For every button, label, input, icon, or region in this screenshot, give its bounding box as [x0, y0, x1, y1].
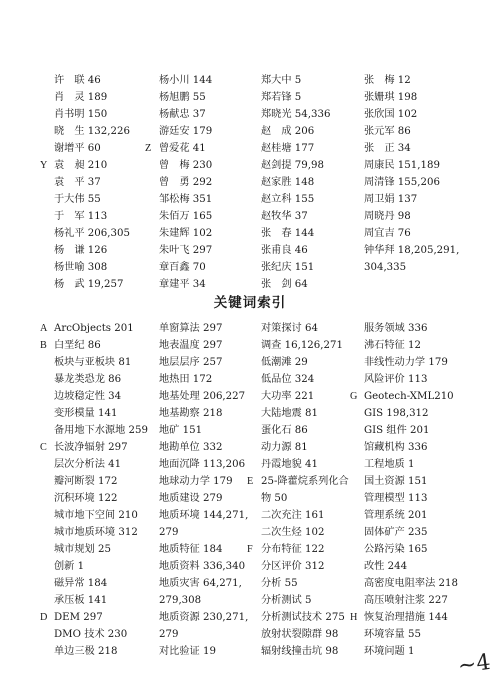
index-entry-text: 大陆地震 81 [261, 408, 318, 419]
index-entry-text: 279,308 [159, 595, 202, 606]
index-letter: F [247, 544, 253, 555]
index-entry-text: 对比验证 19 [159, 646, 216, 657]
index-entry-text: 低品位 324 [261, 374, 315, 385]
index-entry-text: 蛋化石 86 [261, 425, 308, 436]
index-entry-text: 曾爱花 41 [159, 143, 206, 154]
keyword-index [0, 320, 500, 660]
index-entry-text: 馆藏机构 336 [364, 442, 428, 453]
index-entry-text: 边坡稳定性 34 [54, 391, 122, 402]
index-letter: A [40, 323, 48, 334]
index-entry-text: 25-降藿烷系列化合 [261, 476, 349, 487]
index-entry-text: 单边三极 218 [54, 646, 118, 657]
index-entry-text: Geotech-XML210 [364, 391, 454, 402]
index-entry-text: 瓣河断裂 172 [54, 476, 118, 487]
index-entry-text: 279 [159, 527, 179, 538]
index-entry-text: 杨献忠 37 [159, 109, 206, 120]
index-entry-text: GIS 组件 201 [364, 425, 430, 436]
index-entry-text: 创新 1 [54, 561, 85, 572]
index-entry-text: 张元军 86 [364, 126, 411, 137]
index-entry-text: DMO 技术 230 [54, 629, 128, 640]
index-entry-text: GIS 198,312 [364, 408, 429, 419]
index-entry-text: 赵剑提 79,98 [261, 160, 324, 171]
index-letter: H [350, 612, 358, 623]
index-entry-text: 地面沉降 113,206 [159, 459, 246, 470]
index-entry-text: 张纪庆 151 [261, 262, 315, 273]
index-entry-text: 层次分析法 41 [54, 459, 122, 470]
index-entry-text: 郑大中 5 [261, 75, 302, 86]
index-entry-text: 章建平 34 [159, 279, 206, 290]
index-letter: Y [40, 160, 48, 171]
index-entry-text: 沸石特征 12 [364, 340, 421, 351]
index-entry-text: 周卫娟 137 [364, 194, 418, 205]
index-entry-text: 管理系统 201 [364, 510, 428, 521]
index-entry-text: 杨旭鹏 55 [159, 92, 206, 103]
index-entry-text: 环境问题 1 [364, 646, 415, 657]
index-entry-text: 磁异常 184 [54, 578, 108, 589]
index-letter: C [40, 442, 47, 453]
index-entry-text: 曾 勇 292 [159, 177, 213, 188]
index-entry-text: ArcObjects 201 [54, 323, 134, 334]
index-entry-text: 暴龙类恐龙 86 [54, 374, 122, 385]
name-index [0, 72, 500, 290]
index-entry-text: 张 正 34 [364, 143, 411, 154]
index-entry-text: 分析 55 [261, 578, 298, 589]
section-heading-keyword-index: 关键词索引 [213, 295, 287, 311]
index-entry-text: 对策探讨 64 [261, 323, 318, 334]
index-entry-text: 恢复治理措施 144 [364, 612, 448, 623]
index-entry-text: 单窗算法 297 [159, 323, 223, 334]
index-entry-text: 城市地下空间 210 [54, 510, 138, 521]
index-letter: D [40, 612, 48, 623]
index-entry-text: 地质资料 336,340 [159, 561, 246, 572]
index-letter: E [247, 476, 254, 487]
index-entry-text: 二次生烃 102 [261, 527, 325, 538]
index-entry-text: 张欣国 102 [364, 109, 418, 120]
index-entry-text: 分布特征 122 [261, 544, 325, 555]
index-entry-text: 钟华拜 18,205,291, [364, 245, 460, 256]
index-entry-text: 城市地质环境 312 [54, 527, 138, 538]
index-entry-text: 地质灾害 64,271, [159, 578, 242, 589]
index-entry-text: 地热田 172 [159, 374, 213, 385]
index-entry-text: 备用地下水源地 259 [54, 425, 148, 436]
index-entry-text: 风险评价 113 [364, 374, 428, 385]
index-entry-text: 朱叶飞 297 [159, 245, 213, 256]
index-entry-text: 谢增平 60 [54, 143, 101, 154]
index-entry-text: 杨 谦 126 [54, 245, 108, 256]
index-entry-text: 张甫良 46 [261, 245, 308, 256]
index-entry-text: 赵牧华 37 [261, 211, 308, 222]
index-entry-text: 物 50 [261, 493, 288, 504]
index-entry-text: 杨小川 144 [159, 75, 213, 86]
index-entry-text: 曾 梅 230 [159, 160, 213, 171]
index-entry-text: 地矿 151 [159, 425, 203, 436]
index-entry-text: 章百鑫 70 [159, 262, 206, 273]
index-entry-text: 杨礼平 206,305 [54, 228, 130, 239]
index-entry-text: 赵家胜 148 [261, 177, 315, 188]
index-entry-text: 张 梅 12 [364, 75, 411, 86]
index-entry-text: 工程地质 1 [364, 459, 415, 470]
index-entry-text: 郑若锋 5 [261, 92, 302, 103]
index-entry-text: 于 军 113 [54, 211, 108, 222]
index-entry-text: 地质建设 279 [159, 493, 223, 504]
index-entry-text: 周晓丹 98 [364, 211, 411, 222]
index-entry-text: 朱建辉 102 [159, 228, 213, 239]
index-entry-text: 沉积环境 122 [54, 493, 118, 504]
index-entry-text: 承压板 141 [54, 595, 108, 606]
index-entry-text: 分区评价 312 [261, 561, 325, 572]
index-entry-text: 许 联 46 [54, 75, 101, 86]
index-entry-text: 地质特征 184 [159, 544, 223, 555]
index-entry-text: 地质环境 144,271, [159, 510, 249, 521]
index-entry-text: 非线性动力学 179 [364, 357, 448, 368]
index-entry-text: 袁 平 37 [54, 177, 101, 188]
index-entry-text: 丹霞地貌 41 [261, 459, 318, 470]
index-entry-text: 赵立科 155 [261, 194, 315, 205]
index-entry-text: 朱佰万 165 [159, 211, 213, 222]
index-entry-text: 张 春 144 [261, 228, 315, 239]
index-entry-text: 地基勘察 218 [159, 408, 223, 419]
index-letter: G [350, 391, 358, 402]
index-entry-text: 管理模型 113 [364, 493, 428, 504]
index-entry-text: 袁 昶 210 [54, 160, 108, 171]
index-entry-text: 分析测试 5 [261, 595, 312, 606]
index-entry-text: 城市规划 25 [54, 544, 111, 555]
index-entry-text: 张 剑 64 [261, 279, 308, 290]
index-entry-text: 地基处理 206,227 [159, 391, 246, 402]
index-entry-text: 公路污染 165 [364, 544, 428, 555]
index-entry-text: 服务领域 336 [364, 323, 428, 334]
index-entry-text: 低潮滩 29 [261, 357, 308, 368]
index-entry-text: 固体矿产 235 [364, 527, 428, 538]
index-entry-text: 周清锋 155,206 [364, 177, 440, 188]
index-entry-text: 304,335 [364, 262, 407, 273]
index-entry-text: 周康民 151,189 [364, 160, 440, 171]
index-entry-text: 调查 16,126,271 [261, 340, 343, 351]
index-entry-text: 国土资源 151 [364, 476, 428, 487]
index-letter: B [40, 340, 47, 351]
index-entry-text: 邹松梅 351 [159, 194, 213, 205]
index-entry-text: 白垩纪 86 [54, 340, 101, 351]
index-entry-text: 辐射线撞击坑 98 [261, 646, 339, 657]
index-entry-text: 赵桂塘 177 [261, 143, 315, 154]
index-letter: Z [145, 143, 152, 154]
index-entry-text: 杨世喻 308 [54, 262, 108, 273]
index-entry-text: 晓 生 132,226 [54, 126, 130, 137]
index-entry-text: 地质资源 230,271, [159, 612, 249, 623]
index-entry-text: 放射状裂隙群 98 [261, 629, 339, 640]
index-entry-text: 动力源 81 [261, 442, 308, 453]
index-entry-text: 地球动力学 179 [159, 476, 233, 487]
index-entry-text: 地表温度 297 [159, 340, 223, 351]
index-entry-text: 肖 灵 189 [54, 92, 108, 103]
index-entry-text: 赵 成 206 [261, 126, 315, 137]
index-entry-text: 改性 244 [364, 561, 408, 572]
index-entry-text: DEM 297 [54, 612, 103, 623]
index-entry-text: 周宜吉 76 [364, 228, 411, 239]
index-entry-text: 环境容量 55 [364, 629, 421, 640]
index-entry-text: 地层层序 257 [159, 357, 223, 368]
index-entry-text: 于大伟 55 [54, 194, 101, 205]
index-entry-text: 肖书明 150 [54, 109, 108, 120]
index-entry-text: 长波净辐射 297 [54, 442, 128, 453]
page-number-handwritten: ~4 [456, 649, 493, 680]
index-entry-text: 大功率 221 [261, 391, 315, 402]
index-entry-text: 高压喷射注浆 227 [364, 595, 448, 606]
index-entry-text: 二次充注 161 [261, 510, 325, 521]
index-entry-text: 279 [159, 629, 179, 640]
index-entry-text: 板块与亚板块 81 [54, 357, 132, 368]
index-entry-text: 高密度电阻率法 218 [364, 578, 458, 589]
index-entry-text: 地勘单位 332 [159, 442, 223, 453]
index-entry-text: 变形模量 141 [54, 408, 118, 419]
index-entry-text: 张姗琪 198 [364, 92, 418, 103]
index-entry-text: 郑晓光 54,336 [261, 109, 331, 120]
index-entry-text: 游廷安 179 [159, 126, 213, 137]
index-entry-text: 分析测试技术 275 [261, 612, 345, 623]
index-entry-text: 杨 武 19,257 [54, 279, 124, 290]
